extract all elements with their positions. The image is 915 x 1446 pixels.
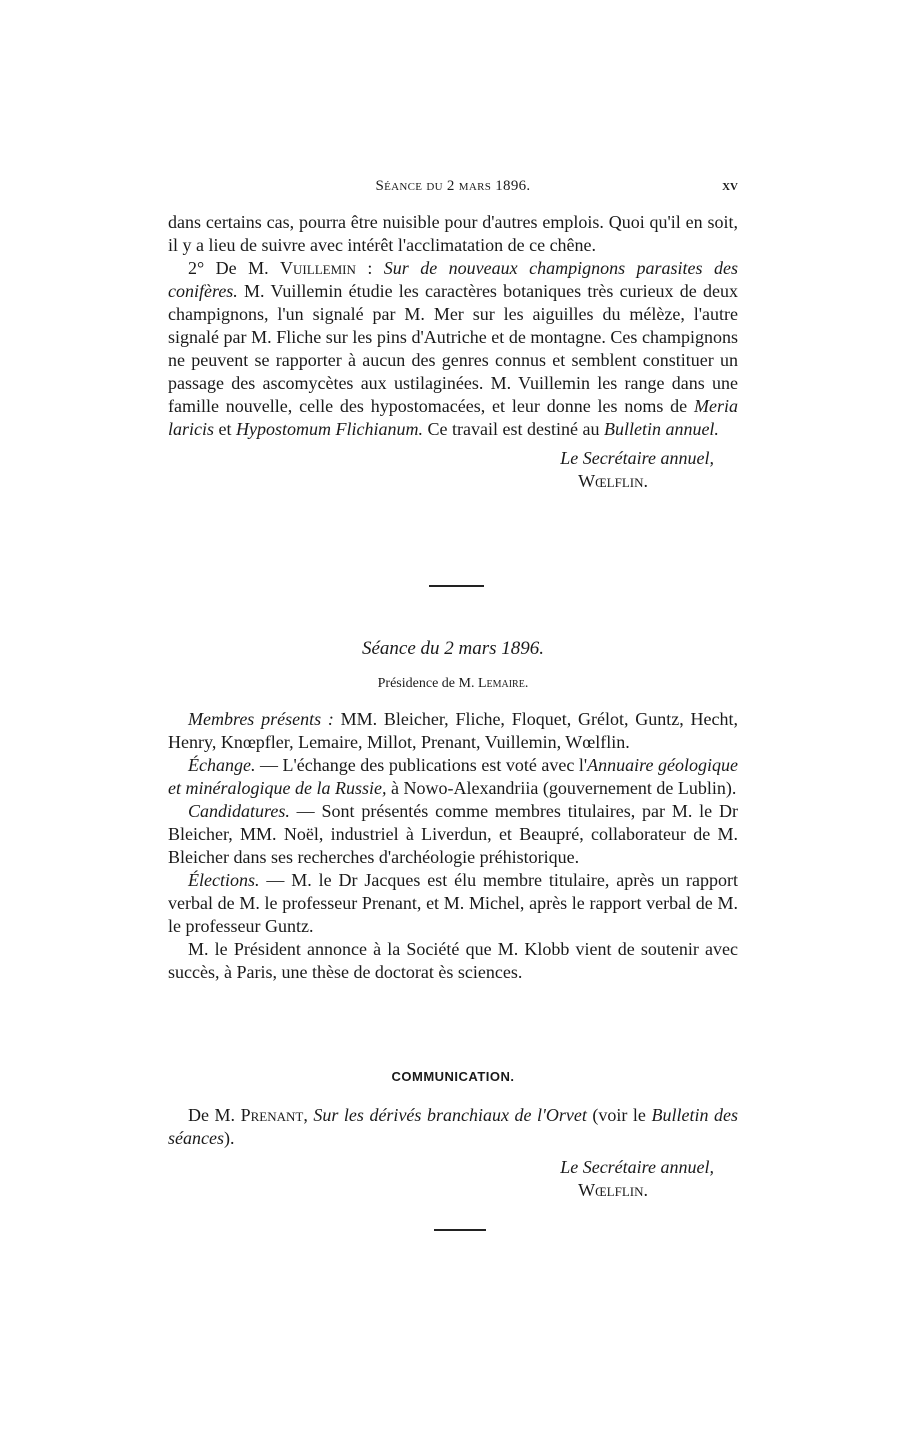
species-conjunction: et [214, 419, 237, 439]
presidence-name: Lemaire. [477, 676, 529, 691]
vuillemin-intro: 2° De M. [188, 258, 281, 278]
prenant-mid: (voir le [586, 1105, 652, 1125]
running-head-prefix: Séance du [375, 178, 443, 194]
signature-block-1 [168, 447, 738, 493]
candidatures-label: Candidatures. [188, 801, 290, 821]
prenant-title: Sur les dérivés branchiaux de l'Orvet [313, 1105, 587, 1125]
section-divider-2 [434, 1229, 486, 1231]
echange-text-1: — L'échange des publications est voté avec l' [255, 755, 588, 775]
vuillemin-body: M. Vuillemin étudie les caractères botaniques très curieux de deux champignons, l'un signalé par M. Mer sur les aiguilles du mélèze, l'autre signalé par M. Fliche sur les pins d'Autriche et de montagne. Ces champignons ne peuvent se rapporter à aucun des genres connus et semblent constituer un passage des ascomycètes aux ustilaginées. M. Vuillemin les range dans une famille nouvelle, celle des hypostomacées, et leur donne les noms de [168, 281, 738, 416]
running-head-month: mars [458, 178, 492, 194]
membres-list: MM. Bleicher, Fliche, Floquet, Grélot, Guntz, Hecht, Henry, Knœpfler, Lemaire, Millot, Prenant, Vuillemin, Wœlflin. [168, 709, 738, 752]
previous-session-continuation [168, 211, 738, 493]
vuillemin-title: Sur de nouveaux champignons parasites des conifères. [168, 258, 738, 301]
candidatures-text: — Sont présentés comme membres titulaires, par M. le Dr Bleicher, MM. Noël, industriel à Liverdun, et Beaupré, collaborateur de M. Bleicher dans ses recherches d'archéologie préhistorique. [168, 801, 738, 867]
vuillemin-author: Vuillemin [280, 258, 356, 278]
signature-block-2 [168, 1156, 738, 1202]
prenant-author: Prenant [240, 1105, 304, 1125]
vuillemin-colon: : [355, 258, 384, 278]
signature-name-2: Wœlflin. [578, 1180, 648, 1200]
prenant-end: ). [223, 1128, 235, 1148]
communication-section [168, 1104, 738, 1202]
session-title: Séance du 2 mars 1896. [361, 638, 545, 659]
species-name-meria: Meria laricis [168, 396, 738, 439]
prenant-comma: , [303, 1105, 314, 1125]
signature-name-1: Wœlflin. [578, 471, 648, 491]
elections-text: — M. le Dr Jacques est élu membre titulaire, après un rapport verbal de M. le professeur Prenant, et M. Michel, après le rapport verbal de M. le professeur Guntz. [168, 870, 738, 936]
running-head-day: 2 [446, 178, 455, 194]
membres-label: Membres présents : [188, 709, 334, 729]
paragraph-membres [168, 708, 738, 754]
paragraph-candidatures [168, 800, 738, 869]
page-header [168, 178, 738, 202]
elections-label: Élections. [188, 870, 260, 890]
annuaire-title: Annuaire géologique et minéralogique de la Russie, [168, 755, 738, 798]
paragraph-prenant [168, 1104, 738, 1150]
section-divider-1 [429, 585, 484, 587]
presidence-prefix: Présidence de M. [377, 676, 478, 691]
presidence-line [168, 676, 738, 692]
signature-title-2: Le Secrétaire annuel, [560, 1157, 714, 1177]
vuillemin-ending: Ce travail est destiné au [423, 419, 604, 439]
prenant-intro: De M. [188, 1105, 241, 1125]
page-number: xv [722, 178, 738, 194]
echange-label: Échange. [188, 755, 256, 775]
running-head [168, 178, 738, 195]
paragraph-vuillemin [168, 257, 738, 441]
paragraph-president: M. le Président annonce à la Société que M. Klobb vient de soutenir avec succès, à Paris, une thèse de doctorat ès sciences. [168, 939, 738, 982]
session-minutes [168, 708, 738, 984]
paragraph-elections [168, 869, 738, 938]
paragraph-acclimatation: dans certains cas, pourra être nuisible pour d'autres emplois. Quoi qu'il en soit, il y a lieu de suivre avec intérêt l'acclimatation de ce chêne. [168, 212, 738, 255]
communication-heading: COMMUNICATION. [391, 1069, 515, 1084]
bulletin-seances-title: Bulletin des séances [168, 1105, 738, 1148]
species-name-hypostomum: Hypostomum Flichianum. [236, 419, 423, 439]
signature-title-1: Le Secrétaire annuel, [560, 448, 714, 468]
bulletin-annuel-title: Bulletin annuel. [603, 419, 719, 439]
echange-text-2: à Nowo-Alexandriia (gouvernement de Lublin). [386, 778, 737, 798]
running-head-year: 1896. [495, 178, 531, 194]
paragraph-echange [168, 754, 738, 800]
